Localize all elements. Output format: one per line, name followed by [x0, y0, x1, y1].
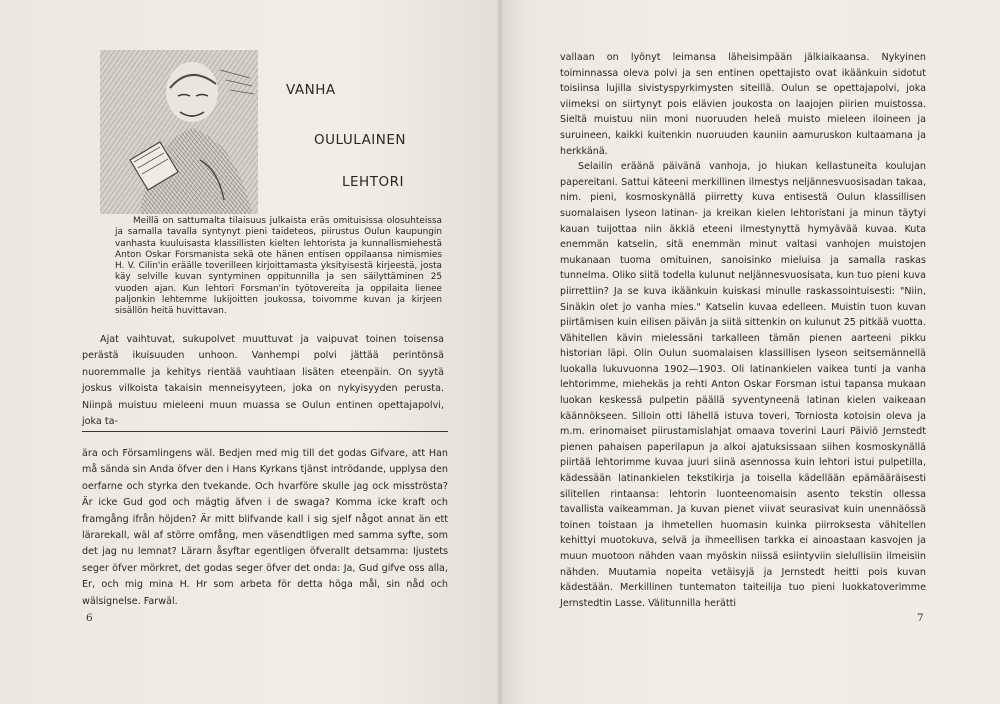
intro-paragraph — [115, 216, 442, 318]
title-line-lehtori: LEHTORI — [342, 174, 404, 190]
body-paragraph-1: vallaan on lyönyt leimansa läheisimpään jälkiaikaansa. Nykyinen toiminnassa oleva polvi ja sen entinen opettajisto ovat ikäänkuin sidotut toisiinsa lujilla sivistyspyrkimysten siteillä. Oulun se opettajapolvi, joka viimeksi on siirtynyt pois elävien joukosta on laajojen piirien muistossa. Sieltä muistuu niin moni nuoruuden heleä muisto mieleen iloineen ja suruineen, kaikki kuitenkin nuoruuden kauniin aamuruskon kultaamana ja herkkänä. — [560, 52, 926, 157]
body-paragraph-2: Selailin eräänä päivänä vanhoja, jo hiukan kellastuneita koulujan papereitani. Sattui käteeni merkillinen ilmestys neljännesvuosisadan takaa, nim. pieni, kosmoskynällä piirretty kuva entisestä Oulun klassillisen suomalaisen lyseon latinan- ja kreikan kielen lehtoristani ja minun täytyi kauan tuijottaa niin äkkiä eteeni ilmestynyttä hymyävää kuvaa. Kuta enemmän katselin, sitä enemmän minut valtasi vanhojen muistojen mukanaan tuoma omituinen, sanoisinko mieluisa ja samalla raskas tunnelma. Oliko siitä todella kulunut neljännesvuosisata, kun tuo pieni kuva piirrettiin? Ja se kuva ikäänkuin kuiskasi minulle raskassointuisesti: "Niin, Sinäkin olet jo vanha mies." Katselin kuvaa edelleen. Muistin tuon kuvan piirtämisen kuin eilisen päivän ja siitä sittenkin on kulunut 25 pitkää vuotta. Vähitellen kävin mielessäni tarkalleen tämän pienen aarteeni pikku historian läpi. Olin Oulun suomalaisen klassillisen lyseon seitsemännellä luokalla lukuvuonna 1902—1903. Oli latinankielen vaikea tunti ja vanha lehtorimme, miehekäs ja rehti Anton Oskar Forsman istui tapansa mukaan luokan keskessä pulpetin päällä syventyneenä latinan kielen vaikeaan käännökseen. Silloin otti lähellä istuva toveri, Torniosta kotoisin oleva ja m.m. erinomaiset piirustamislahjat omaava toverini Lauri Päiviö Jernstedt pienen pahaisen paperilapun ja alkoi ajatuksissaan siihen kosmoskynällä piirtää lehtorimme kuvaa juuri siinä asennossa kuin lehtori istui pulpetilla, kädessään latinankielen tekstikirja ja toisella kädellään epämääräisesti silitellen rintaansa: lehtorin luonteenomaisin asento tekstin ollessa tavallista vaikeamman. Ja kuvan pienet viivat seurasivat kuin unennäössä toinen toistaan ja ihmetellen huomasin kuinka piirroksesta vähitellen kehittyi muotokuva, selvä ja ihmeellisen tarkka ei ainoastaan kasvojen ja muun muotoon nähden vaan myöskin niissä esiintyviin sielullisiin ilmeisiin nähden. Muutamia nopeita vetäisyjä ja Jernstedt heitti pois kuvan kädestään. Merkillinen tuntematon taiteilija tuo pieni luokkatoverimme Jernstedtin Lasse. Välitunnilla herätti — [560, 161, 926, 609]
title-line-vanha: VANHA — [286, 82, 336, 98]
body-paragraph: Ajat vaihtuvat, sukupolvet muuttuvat ja vaipuvat toinen toisensa perästä ikuisuuden unhoon. Vanhempi polvi jättää perintönsä nuoremmalle ja kehitys rientää vauhtiaan lisäten eteenpäin. On syytä joskus vilkoista takaisin menneisyyteen, joka on nykyisyyden perusta. Niinpä muistuu mieleeni muun muassa se Oulun entinen opettajapolvi, joka ta- — [82, 334, 444, 428]
book-gutter — [496, 0, 504, 704]
article-body-right — [560, 50, 926, 611]
lehtori-sketch-illustration — [100, 50, 258, 214]
title-line-oululainen: OULULAINEN — [314, 132, 407, 148]
page-number-left: 6 — [86, 612, 93, 624]
section-divider — [82, 431, 448, 432]
intro-text: Meillä on sattumalta tilaisuus julkaista eräs omituisissa olosuhteissa ja samalla tavalla syntynyt pieni taideteos, piirustus Oulun kaupungin vanhasta kuuluisasta klassillisten kielten lehtorista ja kunnallismiehestä Anton Oskar Forsmanista sekä ote hänen entisen oppilaansa nimismies H. V. Cilin'in eräälle toverilleen kirjoittamasta yksityisestä kirjeestä, josta käy selville kuvan syntyminen oppitunnilla ja sen säilyttäminen 25 vuoden ajan. Kun lehtori Forsman'in työtovereita ja oppilaita lienee paljonkin lehtemme lukijoitten joukossa, toivomme kuvan ja kirjeen sisällön heitä huvittavan. — [115, 216, 442, 317]
article-body-left — [82, 332, 444, 430]
letter-paragraph: ära och Församlingens wäl. Bedjen med mig till det godas Gifvare, att Han må sända sin Anda öfver den i Hans Kyrkans tjänst intrödande, upplysa den oerfarne och styrka den tvekande. Och hvarföre skulle jag ock misströsta? Är icke Gud god och mägtig äfven i de swaga? Komma icke kraft och framgång ifrån höjden? Är mitt blifvande kall i sig sjelf något annat än ett lärarekall, wäl af större omfång, men väsendtligen med samma syfte, som det jag nu lemnat? Lärarn åsyftar egentligen öfverallt detsamma: Ijustets seger öfver mörkret, det godas seger öfver det onda: Ja, Gud gifve oss alla, Er, och mig mina H. Hr som arbeta för detta höga mål, sin nåd och wälsignelse. Farwäl. — [82, 448, 448, 607]
page-number-right: 7 — [917, 612, 924, 624]
swedish-letter-text — [82, 446, 448, 610]
right-page — [500, 0, 1000, 704]
